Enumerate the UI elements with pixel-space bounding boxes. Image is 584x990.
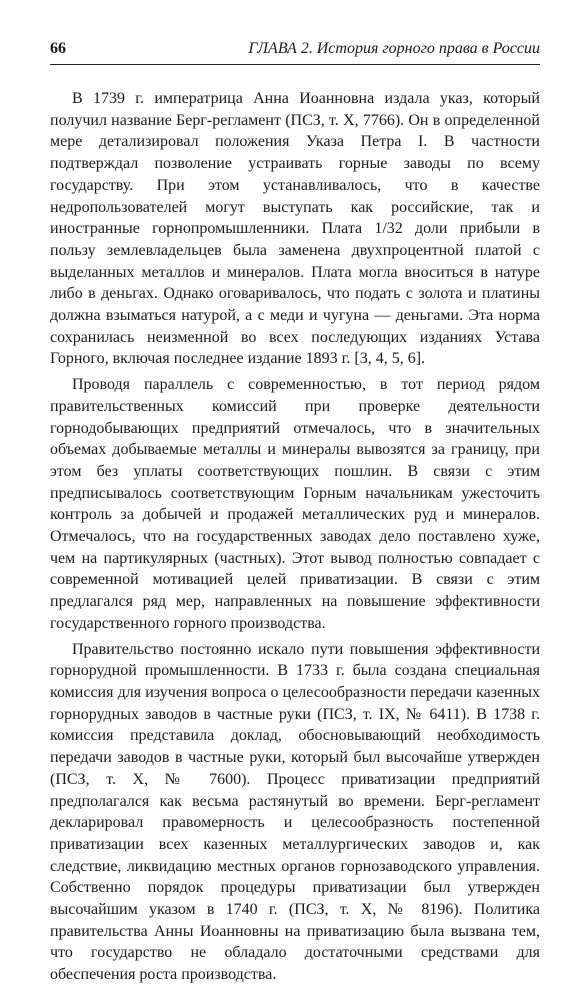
- paragraph-privatization: Правительство постоянно искало пути повышения эффективности горнорудной промышленности. В 1733 г. была создана специальная комиссия для изучения вопроса о целесообразности передачи казенных горнорудных заводов в частные руки (ПСЗ, т. IX, № 6411). В 1738 г. комиссия представила доклад, обосновывающий необходимость передачи заводов в частные руки, который был высочайше утвержден (ПСЗ, т. X, № 7600). Процесс приватизации предприятий предполагался как весьма растянутый во времени. Берг-регламент декларировал правомерность и целесообразность постепенной приватизации всех казенных металлургических заводов и, как следствие, ликвидацию местных органов горнозаводского управления. Собственно порядок процедуры приватизации был утвержден высочайшим указом в 1740 г. (ПСЗ, т. X, № 8196). Политика правительства Анны Иоанновны на приватизацию была вызвана тем, что государство не обладало достаточными средствами для обеспечения роста производства.: [50, 640, 540, 984]
- paragraph-berg-reglament: В 1739 г. императрица Анна Иоанновна издала указ, который получил название Берг-регламент (ПСЗ, т. X, 7766). Он в определенной мере детализировал положения Указа Петра I. В частности подтверждал позволение устраивать горные заводы по всему государству. При этом устанавливалось, что в качестве недропользователей могут выступать как российские, так и иностранные горнопромышленники. Плата 1/32 доли прибыли в пользу землевладельцев была заменена двухпроцентной платой с выделанных металлов и минералов. Плата могла вноситься в натуре либо в деньгах. Однако оговаривалось, что подать с золота и платины должна взыматься натурой, а с меди и чугуна — деньгами. Эта норма сохранилась неизменной во всех последующих изданиях Устава Горного, включая последнее издание 1893 г. [3, 4, 5, 6].: [50, 90, 540, 368]
- running-title: ГЛАВА 2. История горного права в России: [248, 40, 540, 57]
- header-rule: [50, 64, 540, 65]
- page-number: 66: [50, 40, 66, 57]
- running-header: [50, 38, 540, 62]
- paragraph-modern-parallel: Проводя параллель с современностью, в тот период рядом правительственных комиссий при проверке деятельности горнодобывающих предприятий отмечалось, что в значительных объемах добываемые металлы и минералы вывозятся за границу, при этом без уплаты соответствующих пошлин. В связи с этим предписывалось соответствующим Горным начальникам ужесточить контроль за добычей и продажей металлических руд и минералов. Отмечалось, что на государственных заводах дело поставлено хуже, чем на партикулярных (частных). Этот вывод полностью совпадает с современной мотивацией целей приватизации. В связи с этим предлагался ряд мер, направленных на повышение эффективности государственного горного производства.: [50, 376, 540, 632]
- body-text: [50, 88, 540, 990]
